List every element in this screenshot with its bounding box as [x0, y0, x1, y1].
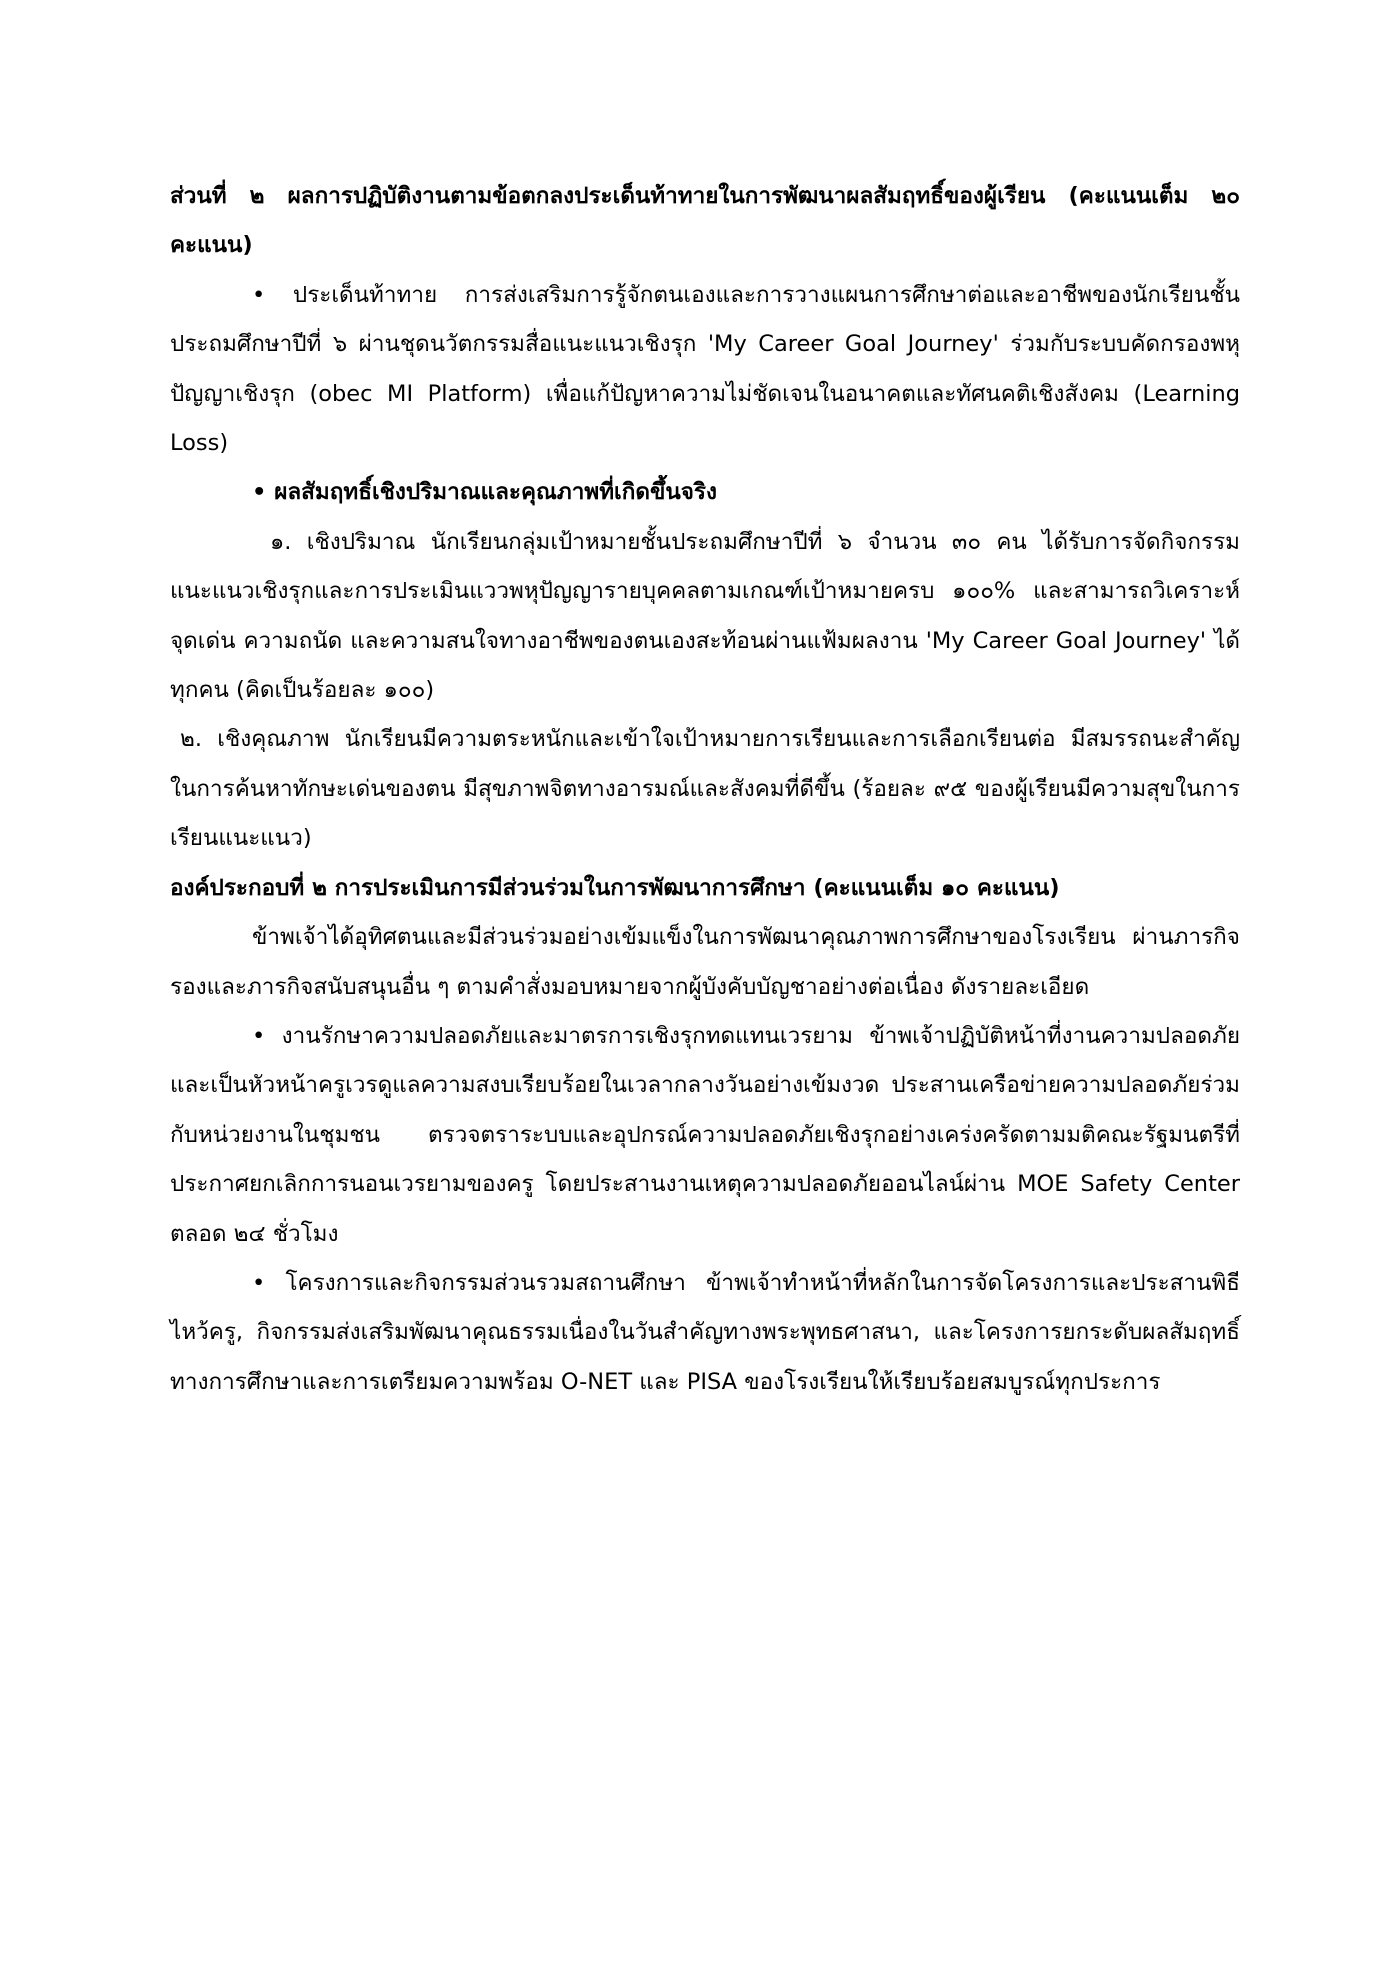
quantitative-paragraph: ๑. เชิงปริมาณ นักเรียนกลุ่มเป้าหมายชั้นประถมศึกษาปีที่ ๖ จำนวน ๓๐ คน ได้รับการจัดกิจกรรมแนะแนวเชิงรุกและการประเมินแววพหุปัญญารายบุคคลตามเกณฑ์เป้าหมายครบ ๑๐๐% และสามารถวิเคราะห์จุดเด่น ความถนัด และความสนใจทางอาชีพของตนเองสะท้อนผ่านแฟ้มผลงาน 'My Career Goal Journey' ได้ทุกคน (คิดเป็นร้อยละ ๑๐๐): [170, 528, 1240, 704]
qualitative-paragraph: ๒. เชิงคุณภาพ นักเรียนมีความตระหนักและเข้าใจเป้าหมายการเรียนและการเลือกเรียนต่อ มีสมรรถนะสำคัญในการค้นหาทักษะเด่นของตน มีสุขภาพจิตทางอารมณ์และสังคมที่ดีขึ้น (ร้อยละ ๙๕ ของผู้เรียนมีความสุขในการเรียนแนะแนว): [170, 726, 1240, 852]
component-heading: องค์ประกอบที่ ๒ การประเมินการมีส่วนร่วมในการพัฒนาการศึกษา (คะแนนเต็ม ๑๐ คะแนน): [170, 874, 1060, 901]
participation-paragraph: ข้าพเจ้าได้อุทิศตนและมีส่วนร่วมอย่างเข้มแข็งในการพัฒนาคุณภาพการศึกษาของโรงเรียน ผ่านภารกิจรองและภารกิจสนับสนุนอื่น ๆ ตามคำสั่งมอบหมายจากผู้บังคับบัญชาอย่างต่อเนื่อง ดังรายละเอียด: [170, 924, 1240, 1000]
challenge-paragraph: • ประเด็นท้าทาย การส่งเสริมการรู้จักตนเองและการวางแผนการศึกษาต่อและอาชีพของนักเรียนชั้นประถมศึกษาปีที่ ๖ ผ่านชุดนวัตกรรมสื่อแนะแนวเชิงรุก 'My Career Goal Journey' ร่วมกับระบบคัดกรองพหุปัญญาเชิงรุก (obec MI Platform) เพื่อแก้ปัญหาความไม่ชัดเจนในอนาคตและทัศนคติเชิงสังคม (Learning Loss): [170, 281, 1240, 457]
document-page: [170, 172, 1240, 1407]
safety-paragraph: • งานรักษาความปลอดภัยและมาตรการเชิงรุกทดแทนเวรยาม ข้าพเจ้าปฏิบัติหน้าที่งานความปลอดภัยและเป็นหัวหน้าครูเวรดูแลความสงบเรียบร้อยในเวลากลางวันอย่างเข้มงวด ประสานเครือข่ายความปลอดภัยร่วมกับหน่วยงานในชุมชน ตรวจตราระบบและอุปกรณ์ความปลอดภัยเชิงรุกอย่างเคร่งครัดตามมติคณะรัฐมนตรีที่ประกาศยกเลิกการนอนเวรยามของครู โดยประสานงานเหตุความปลอดภัยออนไลน์ผ่าน MOE Safety Center ตลอด ๒๔ ชั่วโมง: [170, 1022, 1240, 1247]
section-heading: ส่วนที่ ๒ ผลการปฏิบัติงานตามข้อตกลงประเด็นท้าทายในการพัฒนาผลสัมฤทธิ์ของผู้เรียน (คะแนนเต็ม ๒๐ คะแนน): [170, 183, 1240, 259]
outcomes-heading: • ผลสัมฤทธิ์เชิงปริมาณและคุณภาพที่เกิดขึ้นจริง: [252, 479, 717, 506]
projects-paragraph: • โครงการและกิจกรรมส่วนรวมสถานศึกษา ข้าพเจ้าทำหน้าที่หลักในการจัดโครงการและประสานพิธีไหว้ครู, กิจกรรมส่งเสริมพัฒนาคุณธรรมเนื่องในวันสำคัญทางพระพุทธศาสนา, และโครงการยกระดับผลสัมฤทธิ์ทางการศึกษาและการเตรียมความพร้อม O-NET และ PISA ของโรงเรียนให้เรียบร้อยสมบูรณ์ทุกประการ: [170, 1269, 1240, 1395]
